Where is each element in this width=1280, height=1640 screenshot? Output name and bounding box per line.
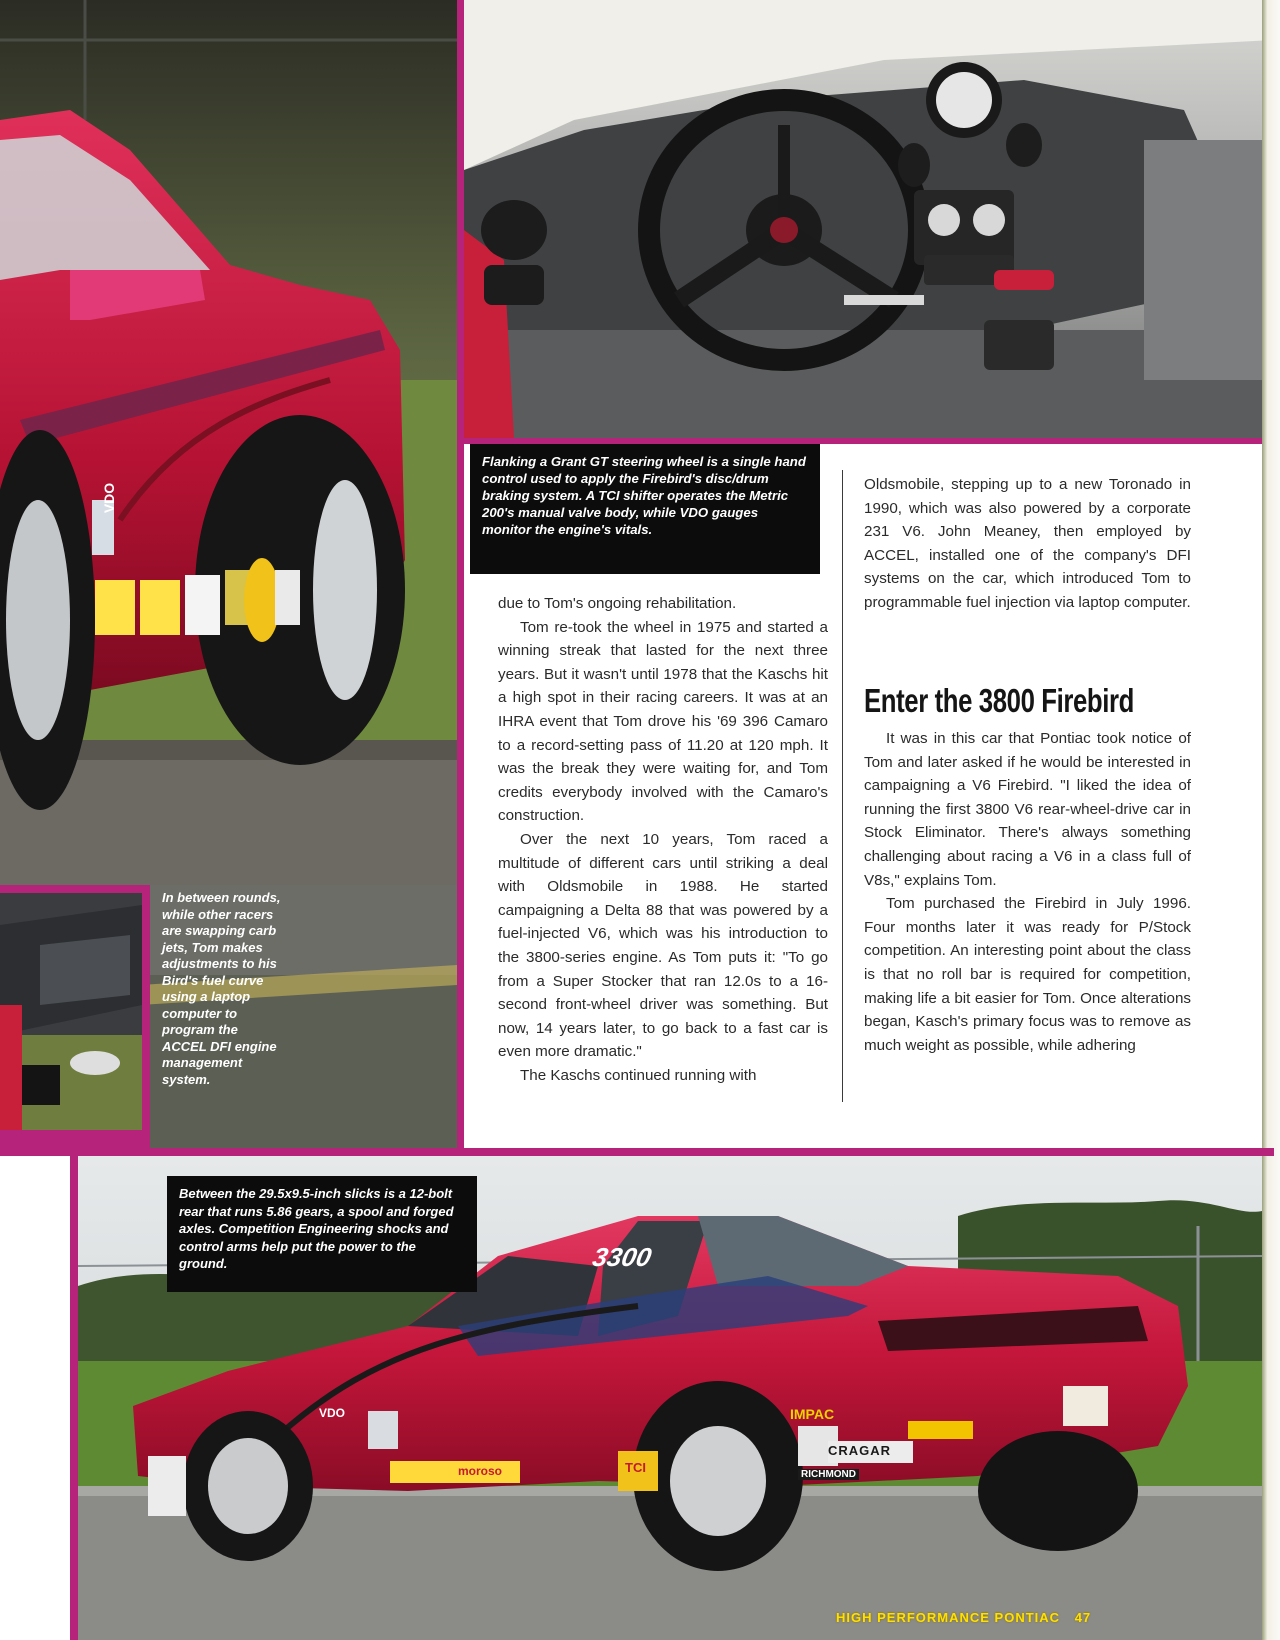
page-footer [836, 1610, 1091, 1625]
column-rule [842, 470, 843, 1102]
section-heading: Enter the 3800 Firebird [864, 682, 1134, 719]
caption-interior: Flanking a Grant GT steering wheel is a single hand control used to apply the Firebird's disc/drum braking system. A TCI shifter operates the Metric 200's manual valve body, while VDO gauges monitor the engine's vitals. [470, 444, 820, 574]
cragar-decal: CRAGAR [828, 1443, 892, 1458]
moroso-decal: moroso [458, 1464, 503, 1478]
article-column-1 [498, 592, 828, 1087]
vdo-decal: VDO [319, 1406, 346, 1420]
page-number: 47 [1074, 1610, 1092, 1625]
car-number: 3300 [589, 1242, 655, 1272]
paragraph: The Kaschs continued running with [520, 1066, 757, 1084]
paragraph: It was in this car that Pontiac took notice of Tom and later asked if he would be interested in campaigning a V6 Firebird. "I liked the idea of running the first 3800 V6 rear-wheel-drive car in Stock Eliminator. There's always something challenging about racing a V6 in a class full of V8s," explains Tom. [864, 730, 1191, 889]
paragraph: Tom purchased the Firebird in July 1996. Four months later it was ready for P/Stock competition. An interesting point about the class is that no roll bar is required for competition, making life a bit easier for Tom. Once alterations began, Kasch's primary focus was to remove as much weight as possible, while adhering [864, 895, 1191, 1054]
magazine-title: HIGH PERFORMANCE PONTIAC [836, 1610, 1061, 1625]
vdo-decal: VDO [101, 482, 118, 514]
paragraph: due to Tom's ongoing rehabilitation. [498, 595, 737, 612]
photo-border [0, 1156, 78, 1640]
paragraph: Oldsmobile, stepping up to a new Toronado in 1990, which was also powered by a corporate 231 V6. John Meaney, then employed by ACCEL, installed one of the company's DFI systems on the car, which introduced Tom to programmable fuel injection via laptop computer. [864, 476, 1191, 611]
paragraph: Over the next 10 years, Tom raced a multitude of different cars until striking a deal with Oldsmobile in 1988. He started campaigning a Delta 88 that was powered by a fuel-injected V6, which was his introduction to the 3800-series engine. As Tom puts it: "To go from a Super Stocker that ran 12.0s to a 16-second front-wheel driver was something. But now, 14 years later, to go back to a fast car is even more dramatic." [498, 830, 828, 1061]
caption-rear: Between the 29.5x9.5-inch slicks is a 12-bolt rear that runs 5.86 gears, a spool and forged axles. Competition Engineering shocks and control arms help put the power to the ground. [167, 1176, 477, 1292]
photo-border [70, 1156, 78, 1640]
article-column-2 [864, 473, 1191, 615]
richmond-decal: RICHMOND [798, 1469, 859, 1480]
impact-decal: IMPAC [790, 1406, 835, 1422]
tci-decal: TCI [625, 1460, 646, 1475]
photo-border [457, 0, 464, 1148]
caption-laptop: In between rounds, while other racers are swapping carb jets, Tom makes adjustments to his Bird's fuel curve using a laptop computer to program the ACCEL DFI engine management system. [162, 890, 281, 1087]
paragraph: Tom re-took the wheel in 1975 and started a winning streak that lasted for the next three years. But it wasn't until 1978 that the Kaschs hit a high spot in their racing careers. It was at an IHRA event that Tom drove his '69 396 Camaro to a record-setting pass of 11.20 at 120 mph. It was the break they were waiting for, and Tom credits everybody involved with the Camaro's construction. [498, 618, 828, 825]
photo-interior [464, 0, 1274, 438]
article-column-2-cont [864, 727, 1191, 1057]
page-gutter [1262, 0, 1280, 1640]
photo-car-front [0, 0, 457, 885]
photo-border [0, 1148, 1274, 1156]
